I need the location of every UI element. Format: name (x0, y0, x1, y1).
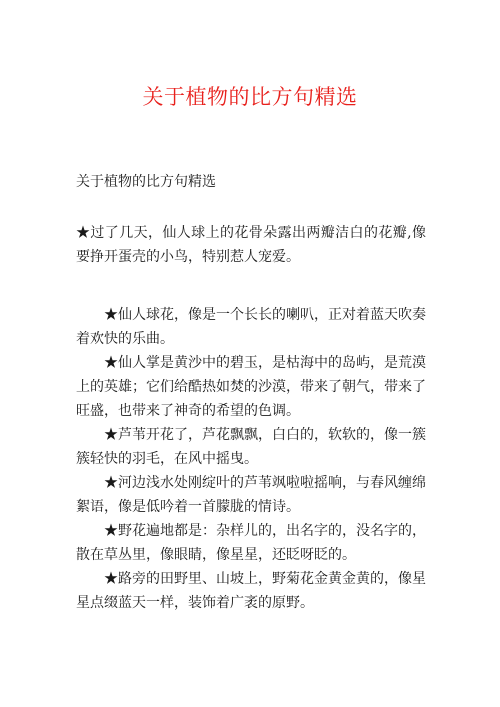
paragraph-7: ★路旁的田野里、山坡上，野菊花金黄金黄的，像星星点缀蓝天一样，装饰着广袤的原野。 (76, 571, 426, 611)
paragraph-3: ★仙人掌是黄沙中的碧玉，是枯海中的岛屿，是荒漠上的英雄；它们给酷热如焚的沙漠，带来了朝气，带来了旺盛，也带来了神奇的希望的色调。 (76, 355, 426, 419)
paragraph-1: ★过了几天，仙人球上的花骨朵露出两瓣洁白的花瓣,像要挣开蛋壳的小鸟，特别惹人宠爱。 (76, 225, 426, 265)
paragraph-6: ★野花遍地都是：杂样儿的，出名字的，没名字的，散在草丛里，像眼睛，像星星，还眨呀眨的。 (76, 523, 426, 563)
document-body (76, 221, 426, 615)
document-subtitle: 关于植物的比方句精选 (76, 174, 216, 190)
paragraph-4: ★芦苇开花了，芦花飘飘，白白的，软软的，像一簇簇轻快的羽毛，在风中摇曳。 (76, 427, 426, 467)
page-title: 关于植物的比方句精选 (142, 85, 358, 109)
paragraph-5: ★河边浅水处刚绽叶的芦苇飒啦啦摇响，与春风缠绵絮语，像是低吟着一首朦胧的情诗。 (76, 475, 426, 515)
paragraph-2: ★仙人球花，像是一个长长的喇叭，正对着蓝天吹奏着欢快的乐曲。 (76, 307, 426, 347)
